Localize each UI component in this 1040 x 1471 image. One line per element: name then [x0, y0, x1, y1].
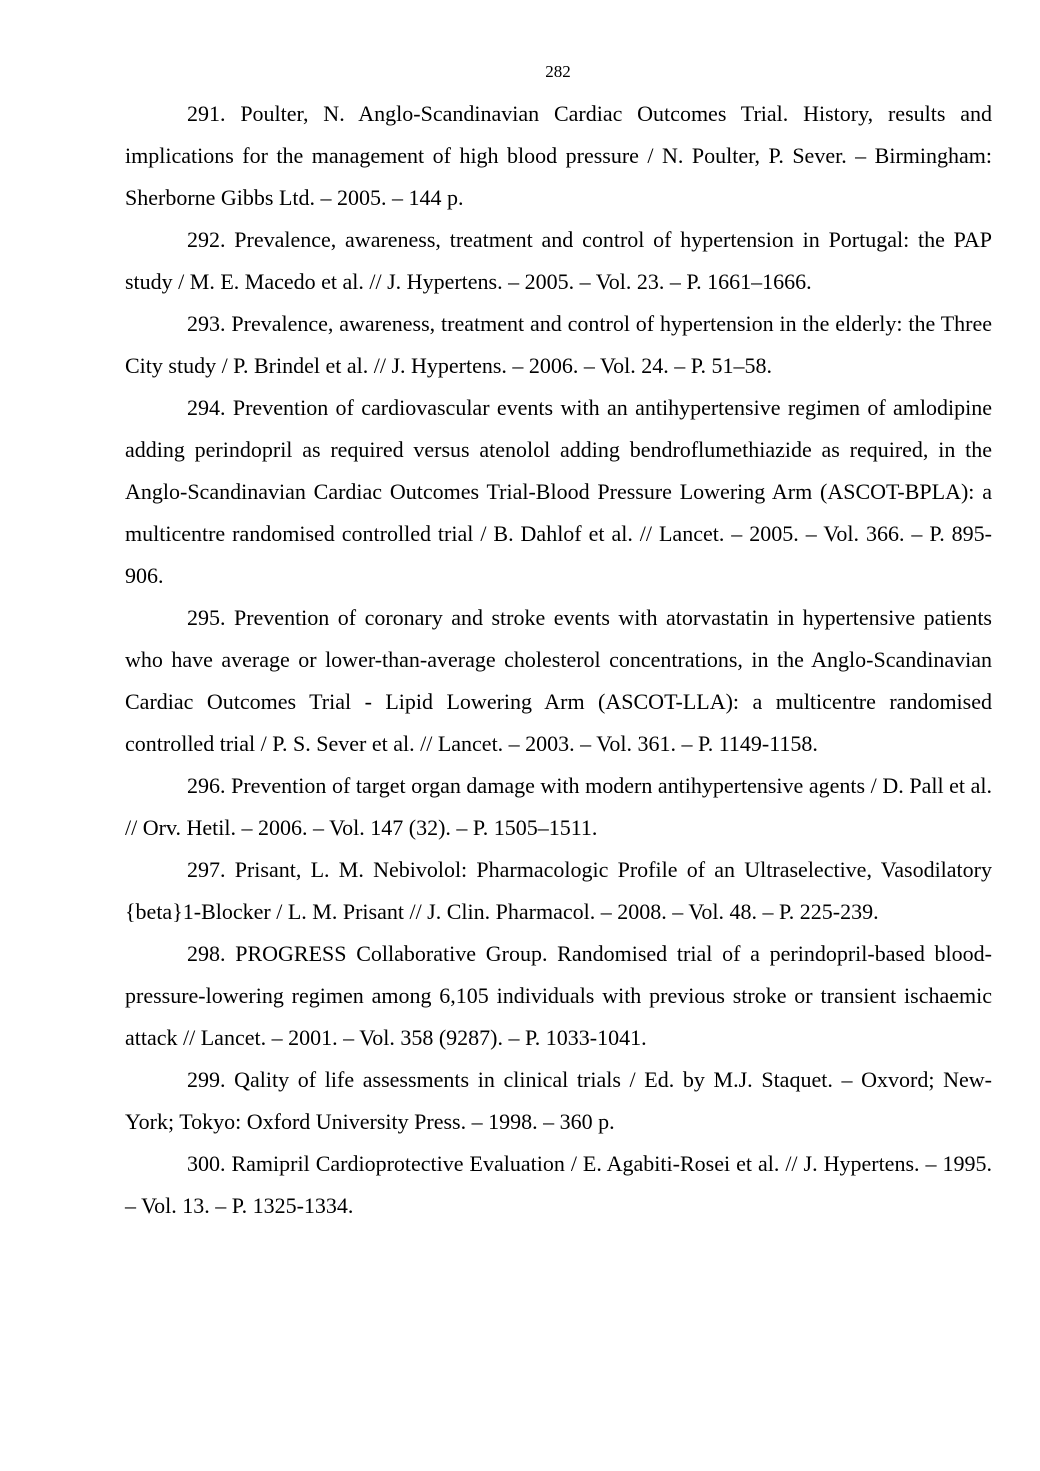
- reference-item-297: 297. Prisant, L. M. Nebivolol: Pharmacologic Profile of an Ultraselective, Vasodilatory {beta}1-Blocker / L. M. Prisant // J. Clin. Pharmacol. – 2008. – Vol. 48. – P. 225-239.: [125, 857, 992, 924]
- reference-item-295: 295. Prevention of coronary and stroke events with atorvastatin in hypertensive patients who have average or lower-than-average cholesterol concentrations, in the Anglo-Scandinavian Cardiac Outcomes Trial - Lipid Lowering Arm (ASCOT-LLA): a multicentre randomised controlled trial / P. S. Sever et al. // Lancet. – 2003. – Vol. 361. – P. 1149-1158.: [125, 605, 992, 756]
- page-number: 282: [545, 62, 571, 81]
- reference-item-299: 299. Qality of life assessments in clinical trials / Ed. by M.J. Staquet. – Oxvord; New-York; Tokyo: Oxford University Press. – 1998. – 360 p.: [125, 1067, 992, 1134]
- reference-item-293: 293. Prevalence, awareness, treatment and control of hypertension in the elderly: the Three City study / P. Brindel et al. // J. Hypertens. – 2006. – Vol. 24. – P. 51–58.: [125, 311, 992, 378]
- reference-item-298: 298. PROGRESS Collaborative Group. Randomised trial of a perindopril-based blood-pressure-lowering regimen among 6,105 individuals with previous stroke or transient ischaemic attack // Lancet. – 2001. – Vol. 358 (9287). – P. 1033-1041.: [125, 941, 992, 1050]
- reference-item-294: 294. Prevention of cardiovascular events with an antihypertensive regimen of amlodipine adding perindopril as required versus atenolol adding bendroflumethiazide as required, in the Anglo-Scandinavian Cardiac Outcomes Trial-Blood Pressure Lowering Arm (ASCOT-BPLA): a multicentre randomised controlled trial / B. Dahlof et al. // Lancet. – 2005. – Vol. 366. – P. 895-906.: [125, 395, 992, 588]
- reference-item-296: 296. Prevention of target organ damage with modern antihypertensive agents / D. Pall et al. // Orv. Hetil. – 2006. – Vol. 147 (32). – P. 1505–1511.: [125, 773, 992, 840]
- reference-item-300: 300. Ramipril Cardioprotective Evaluation / E. Agabiti-Rosei et al. // J. Hypertens. – 1995. – Vol. 13. – P. 1325-1334.: [125, 1151, 992, 1218]
- reference-item-292: 292. Prevalence, awareness, treatment and control of hypertension in Portugal: the PAP study / M. E. Macedo et al. // J. Hypertens. – 2005. – Vol. 23. – P. 1661–1666.: [125, 227, 992, 294]
- reference-list: [125, 93, 992, 1227]
- reference-item-291: 291. Poulter, N. Anglo-Scandinavian Cardiac Outcomes Trial. History, results and implications for the management of high blood pressure / N. Poulter, P. Sever. – Birmingham: Sherborne Gibbs Ltd. – 2005. – 144 p.: [125, 101, 992, 210]
